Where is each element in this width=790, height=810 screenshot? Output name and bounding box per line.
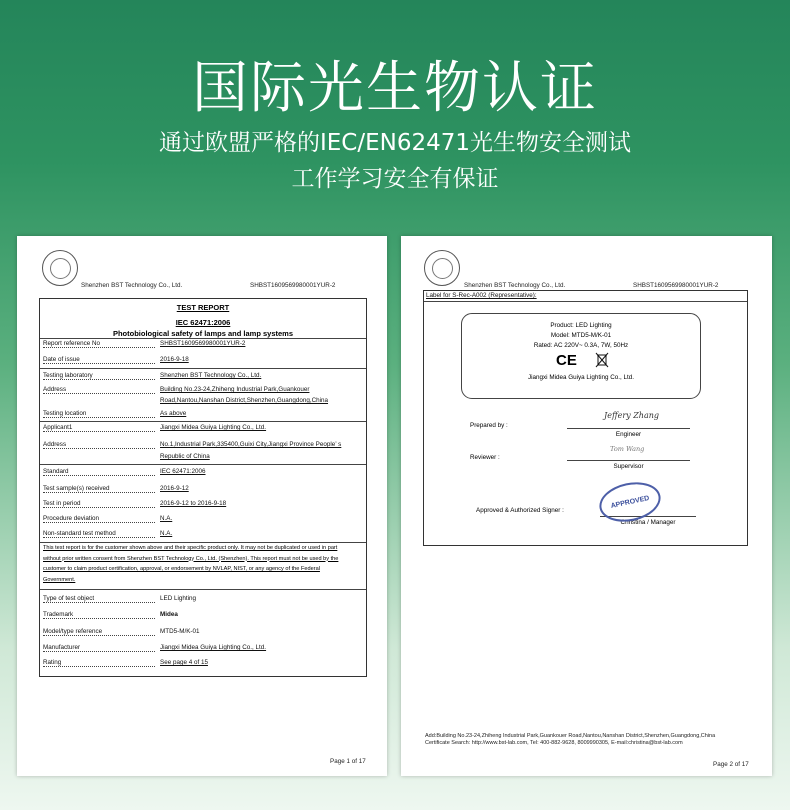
page-title: 国际光生物认证: [192, 56, 598, 121]
report-reference: SHBST1609569980001YUR-2: [250, 282, 336, 289]
label-section: [423, 290, 748, 546]
report-title: TEST REPORT: [176, 303, 230, 312]
report-subtitle: Photobiological safety of lamps and lamp systems: [112, 329, 294, 338]
approved-label: Approved & Authorized Signer :: [476, 507, 564, 514]
reviewer-signature: Tom Wang: [610, 445, 645, 453]
subtitle-line1: 通过欧盟严格的IEC/EN62471光生物安全测试: [158, 130, 632, 156]
manager-role: Christina / Manager: [620, 519, 676, 526]
bst-seal-icon: [424, 250, 460, 286]
crossed-bin-icon: [595, 352, 609, 368]
prepared-by-label: Prepared by :: [470, 422, 508, 429]
supervisor-role: Supervisor: [613, 463, 644, 470]
reviewer-label: Reviewer :: [470, 454, 500, 461]
company-name: Shenzhen BST Technology Co., Ltd.: [81, 282, 183, 289]
test-report-page-1: [17, 236, 387, 776]
label-for: Label for S-Rec-A002 (Representative):: [426, 292, 537, 299]
footer-contact: Certificate Search: http://www.bst-lab.com, Tel: 400-882-9628, 8009990305, E-mail:christina@bst-lab.com: [425, 740, 683, 746]
label-line: Product: LED Lighting: [550, 322, 612, 329]
label-line: Model: MTD5-M/K-01: [550, 332, 612, 339]
engineer-role: Engineer: [615, 431, 642, 438]
label-maker: Jiangxi Midea Guiya Lighting Co., Ltd.: [527, 374, 635, 381]
standard-title: IEC 62471:2006: [175, 318, 231, 327]
bst-seal-icon: [42, 250, 78, 286]
company-name: Shenzhen BST Technology Co., Ltd.: [464, 282, 566, 289]
page-number: Page 1 of 17: [330, 758, 366, 765]
subtitle-line2: 工作学习安全有保证: [291, 166, 499, 192]
report-reference: SHBST1609569980001YUR-2: [633, 282, 719, 289]
label-line: Rated: AC 220V~ 0.3A, 7W, 50Hz: [533, 342, 629, 349]
approved-stamp: APPROVED: [596, 477, 665, 527]
prepared-signature: Jeffery Zhang: [604, 411, 659, 420]
ce-mark-icon: CE: [556, 352, 577, 369]
notice-text: This test report is for the customer shown above and their specific product only. It may not be duplicated or used in part without prior written consent from Shenzhen BST Technology Co., Ltd. (Shenzhen). This report must not be used by the customer to claim product certification, approval, or endorsement by NVLAP, NIST, or any agency of the Federal Government.: [43, 545, 339, 583]
footer-address: Add:Building No.23-24,Zhiheng Industrial Park,Guankouer Road,Nantou,Nanshan District,Shenzhen,Guangdong,China: [425, 733, 716, 739]
page-number: Page 2 of 17: [713, 761, 749, 768]
test-report-table: TEST REPORT IEC 62471:2006 Photobiological safety of lamps and lamp systems Report reference No SHBST1609569980001YUR-2 Date of issue 2016-9-18 Testing laboratory Shenzhen BST Technology Co., Ltd. Address Building No.23-24,Zhiheng Industrial Park,Guankouer Road,Nantou,Nanshan District,Shenzhen,Guangdong,China Testing location As above Applicant1 Jiangxi Midea Guiya Lighting Co., Ltd. Address No.1,Industrial Park,335400,Guixi City,Jiangxi Province People’ s Republic of China Standard IEC 62471:2006 Test sample(s) received 2016-9-12 Test in period 2016-9-12 to 2016-9-18 Procedure deviation N.A. Non-standard test method N.A. This test report is for the customer shown above and their specific product only. It may not be duplicated or used in part without prior written consent from Shenzhen BST Technology Co., Ltd. (Shenzhen). This report must not be used by the customer to claim product certification, approval, or endorsement by NVLAP, NIST, or any agency of the Federal Government. Type of test object LED Lighting Trademark Midea Model/type reference MTD5-M/K-01 Manufacturer Jiangxi Midea Guiya Lighting Co., Ltd. Rating See page 4 of 15: [39, 298, 367, 677]
test-report-page-2: [401, 236, 772, 776]
product-label: [461, 313, 701, 399]
